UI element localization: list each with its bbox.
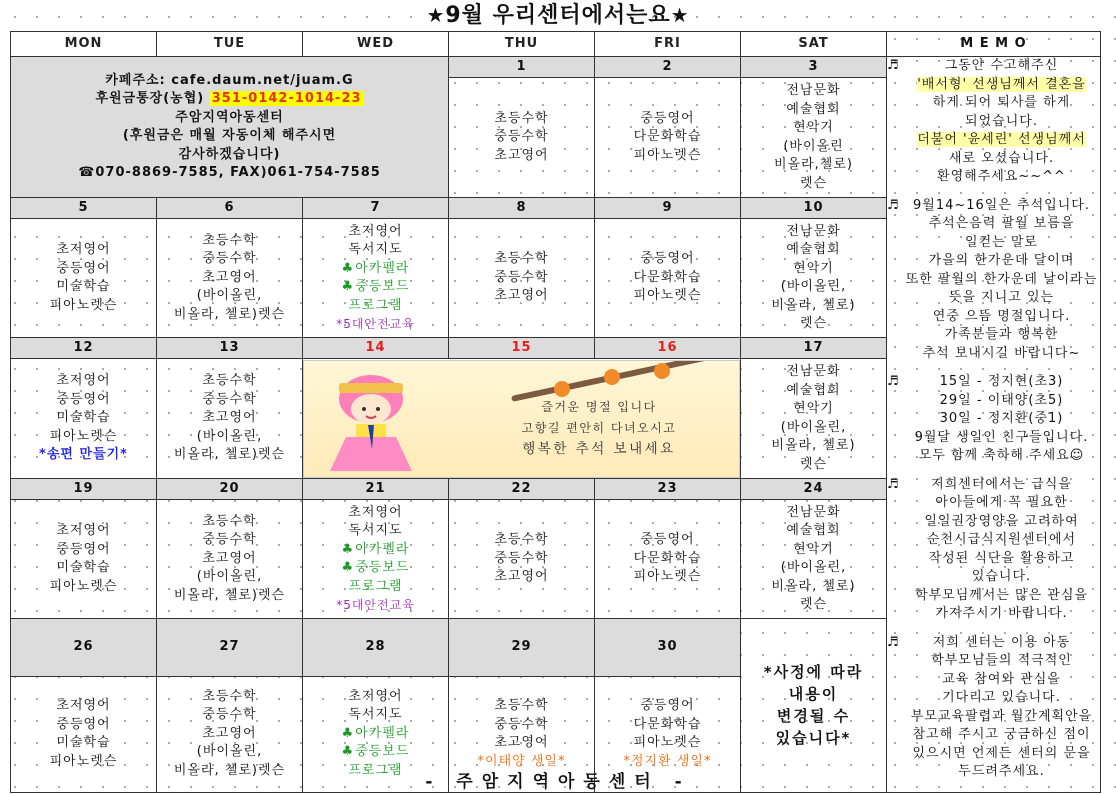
center-name: 주암지역아동센터 <box>175 109 284 125</box>
donation-note-2: 감사하겠습니다) <box>178 146 281 162</box>
day-cell: 초등수학 중등수학 초고영어 *이태양 생일* <box>449 676 595 792</box>
day-cell: 전남문화 예술협회 현악기 (바이올린, 비올라, 첼로) 렛슨 <box>741 359 887 479</box>
day-header-wed: WED <box>303 32 449 57</box>
date-number: 21 <box>303 479 449 500</box>
holiday-date-number: 14 <box>303 338 449 359</box>
contact-line: ☎070-8869-7585, FAX)061-754-7585 <box>78 165 381 180</box>
music-note-icon: ♬ <box>887 476 900 492</box>
memo-block: ♬ 저희 센터는 이용 아동 학부모님들의 적극적인 교육 참여와 관심을 기다리고 있습니다. 부모교육팔렵과 월간계획안을 참고해 주시고 궁금하신 점이 있으시면 언제든 센터의 문을 두드려주세요. <box>887 634 1093 779</box>
star-icon: ★ <box>426 3 446 27</box>
footer-center-name: - 주암지역아동센터 - <box>425 772 691 792</box>
day-cell: 초저영어 중등영어 미술학습 피아노렛슨 <box>11 500 157 619</box>
date-number: 1 <box>449 57 595 78</box>
day-cell: 초등수학 중등수학 초고영어 <box>449 219 595 338</box>
persimmon-icon <box>654 363 670 379</box>
schedule-change-notice: *사정에 따라 내용이 변경될 수 있습니다* <box>741 619 887 793</box>
day-cell: 초저영어 독서지도 ♣ 아카펠라 ♣ 중등보드 프로그램 <box>303 676 449 792</box>
date-number: 24 <box>741 479 887 500</box>
star-icon: ★ <box>670 3 690 27</box>
music-note-icon: ♬ <box>887 374 900 389</box>
day-cell: 초저영어 독서지도 ♣ 아카펠라 ♣ 중등보드 프로그램 *5대안전교육 <box>303 219 449 338</box>
memo-header: M E M O <box>887 32 1101 57</box>
date-number: 8 <box>449 198 595 219</box>
hanbok-girl-illustration <box>316 369 426 473</box>
center-info-box <box>11 57 449 198</box>
date-number: 20 <box>157 479 303 500</box>
memo-block: ♬ 9월14~16일은 추석입니다. 추석은음력 팔월 보름을 일컫는 말로 가을의 한가운데 달이며 또한 팔월의 한가운데 날이라는 뜻을 지니고 있는 연중 으뜸 명절입니다. 가족분들과 행복한 추석 보내시길 바랍니다~ <box>887 197 1098 361</box>
day-header-tue: TUE <box>157 32 303 57</box>
music-note-icon: ♬ <box>887 58 900 73</box>
date-number: 9 <box>595 198 741 219</box>
day-header-sat: SAT <box>741 32 887 57</box>
day-header-mon: MON <box>11 32 157 57</box>
date-number: 7 <box>303 198 449 219</box>
calendar-table <box>10 31 1101 793</box>
day-cell: 초저영어 중등영어 미술학습 피아노렛슨 <box>11 676 157 792</box>
day-cell: 초등수학 중등수학 초고영어 (바이올린, 비올라, 첼로)렛슨 <box>157 500 303 619</box>
page-title: ★9월 우리센터에서는요★ <box>426 3 690 28</box>
date-number: 29 <box>449 619 595 677</box>
date-number: 6 <box>157 198 303 219</box>
music-note-icon: ♬ <box>887 197 900 213</box>
date-number: 27 <box>157 619 303 677</box>
date-number: 22 <box>449 479 595 500</box>
date-number: 23 <box>595 479 741 500</box>
day-cell: 중등영어 다문화학습 피아노렛슨 <box>595 219 741 338</box>
account-line: 후원금통장(농협) 351-0142-1014-23 <box>95 91 362 106</box>
day-cell: 전남문화 예술협회 현악기 (바이올린 비올라,첼로) 렛슨 <box>741 78 887 198</box>
date-number: 17 <box>741 338 887 359</box>
date-number: 28 <box>303 619 449 677</box>
day-cell: 초등수학 중등수학 초고영어 (바이올린, 비올라, 첼로)렛슨 <box>157 359 303 479</box>
chuseok-banner <box>303 360 740 478</box>
day-cell: 초등수학 중등수학 초고영어 <box>449 500 595 619</box>
memo-block: ♬ 그동안 수고해주신 '배서형' 선생님께서 결혼을 하게 되어 퇴사를 하게 되었습니다. 더불어 '윤세린' 선생님께서 새로 오셨습니다. 환영해주세요~~^^ <box>887 58 1086 184</box>
day-cell: 초등수학 중등수학 초고영어 <box>449 78 595 198</box>
day-cell: 중등영어 다문화학습 피아노렛슨 *정지환 생일* <box>595 676 741 792</box>
greeting-message: 즐거운 명절 입니다 고향길 편안히 다녀오시고 행복한 추석 보내세요 <box>521 399 677 457</box>
cafe-address: 카페주소: cafe.daum.net/juam.G <box>105 72 354 88</box>
date-number: 26 <box>11 619 157 677</box>
date-number: 12 <box>11 338 157 359</box>
day-cell: 초등수학 중등수학 초고영어 (바이올린, 비올라, 첼로)렛슨 <box>157 219 303 338</box>
donation-note-1: (후원금은 매월 자동이체 해주시면 <box>122 128 337 143</box>
week-1-numbers <box>11 57 1101 78</box>
persimmon-icon <box>604 369 620 385</box>
music-note-icon: ♬ <box>887 634 900 650</box>
chuseok-banner-cell <box>303 359 741 479</box>
day-header-thu: THU <box>449 32 595 57</box>
day-cell: 중등영어 다문화학습 피아노렛슨 <box>595 78 741 198</box>
day-header-fri: FRI <box>595 32 741 57</box>
persimmon-icon <box>554 381 570 397</box>
date-number: 13 <box>157 338 303 359</box>
memo-block: ♬ 저희센터에서는 급식을 아이들에게 꼭 필요한 일일권장영양을 고려하여 순천시급식지원센터에서 작성된 식단을 활용하고 있습니다. 학부모님께서는 많은 관심을 가져주시기 바랍니다. <box>887 476 1088 621</box>
date-number: 30 <box>595 619 741 677</box>
day-cell: 전남문화 예술협회 현악기 (바이올린, 비올라, 첼로) 렛슨 <box>741 500 887 619</box>
tree-branch-illustration <box>511 360 740 402</box>
holiday-date-number: 16 <box>595 338 741 359</box>
date-number: 5 <box>11 198 157 219</box>
date-number: 3 <box>741 57 887 78</box>
day-cell: 초저영어 중등영어 미술학습 피아노렛슨 *송편 만들기* <box>11 359 157 479</box>
account-number: 351-0142-1014-23 <box>211 91 362 106</box>
day-cell: 초저영어 중등영어 미술학습 피아노렛슨 <box>11 219 157 338</box>
memo-panel <box>887 57 1101 793</box>
day-cell: 초등수학 중등수학 초고영어 (바이올린, 비올라, 첼로)렛슨 <box>157 676 303 792</box>
day-cell: 중등영어 다문화학습 피아노렛슨 <box>595 500 741 619</box>
memo-block: ♬ 15일 - 정지현(초3) 29일 - 이태양(초5) 30일 - 정지환(중1) 9월달 생일인 친구들입니다. 모두 함께 축하해 주세요☺ <box>887 374 1089 463</box>
day-header-row <box>11 32 1101 57</box>
date-number: 10 <box>741 198 887 219</box>
date-number: 2 <box>595 57 741 78</box>
day-cell: 전남문화 예술협회 현악기 (바이올린, 비올라, 첼로) 렛슨 <box>741 219 887 338</box>
day-cell: 초저영어 독서지도 ♣ 아카펠라 ♣ 중등보드 프로그램 *5대안전교육 <box>303 500 449 619</box>
holiday-date-number: 15 <box>449 338 595 359</box>
date-number: 19 <box>11 479 157 500</box>
